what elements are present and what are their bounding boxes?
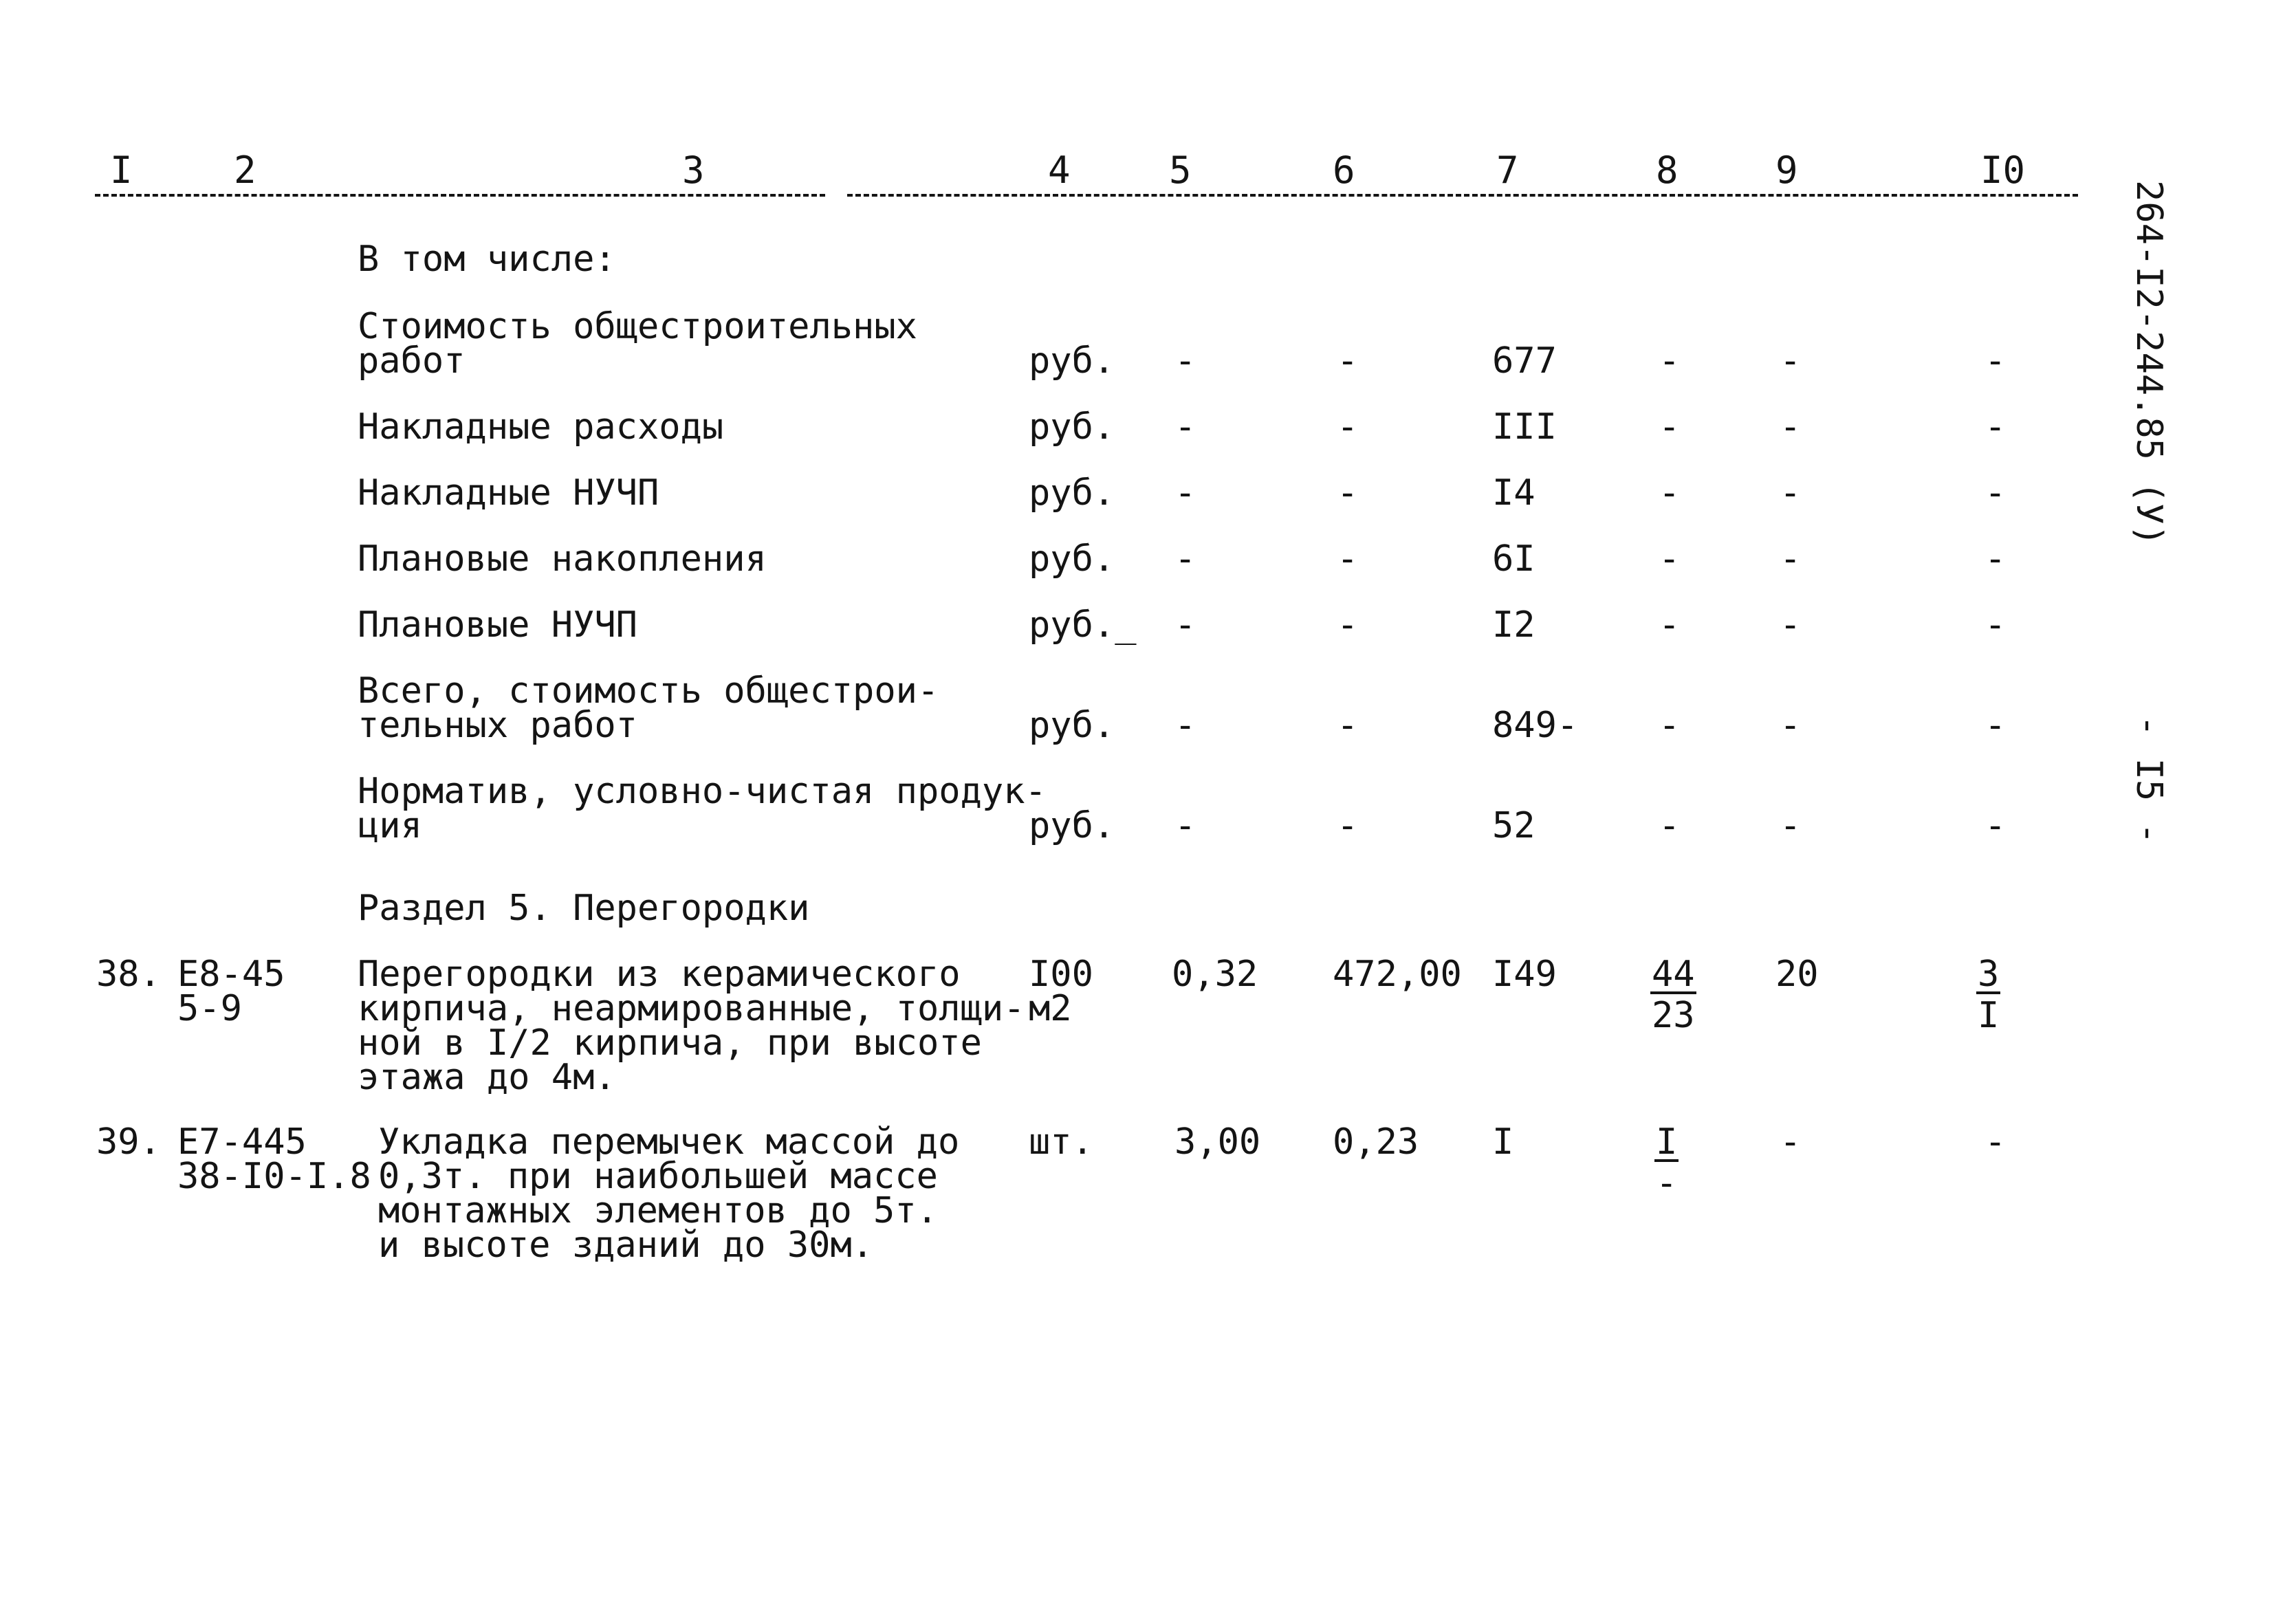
item-description-line: и высоте зданий до 30м. [378, 1225, 874, 1266]
summary-row-c6: - [1337, 340, 1359, 382]
item-number: 38. [96, 954, 161, 995]
section-intro: В том числе: [358, 239, 616, 280]
summary-row-c9: - [1780, 406, 1802, 448]
summary-row-c9: - [1780, 604, 1802, 646]
summary-row-c10: - [1985, 340, 2007, 382]
summary-row-c7: I2 [1492, 604, 1535, 646]
summary-row-c8: - [1659, 538, 1681, 580]
fraction-denominator: 23 [1652, 995, 1695, 1036]
summary-row-name: Плановые НУЧП [358, 604, 637, 646]
summary-row-c5: - [1174, 705, 1196, 746]
summary-row-c9: - [1780, 538, 1802, 580]
summary-row-unit: руб._ [1029, 604, 1137, 646]
summary-row-unit: руб. [1029, 472, 1115, 514]
summary-row-c10: - [1985, 538, 2007, 580]
summary-row-name: Накладные расходы [358, 406, 724, 448]
header-rule-right [847, 194, 2078, 197]
item-c8-fraction [1650, 954, 1696, 1036]
fraction-numerator: 3 [1978, 954, 2000, 995]
summary-row-name: Норматив, условно-чистая продук- [358, 771, 1047, 812]
summary-row-c7: I4 [1492, 472, 1535, 514]
summary-row-c6: - [1337, 538, 1359, 580]
summary-row-c8: - [1659, 705, 1681, 746]
summary-row-name-cont: тельных работ [358, 705, 637, 746]
item-c9: 20 [1775, 954, 1819, 995]
item-description-line: монтажных элементов до 5т. [378, 1190, 938, 1231]
summary-row-unit: руб. [1029, 538, 1115, 580]
item-unit-price: 0,23 [1333, 1121, 1419, 1163]
item-number: 39. [96, 1121, 161, 1163]
fraction-numerator: 44 [1652, 954, 1695, 995]
col-header-4: 4 [1048, 149, 1071, 192]
summary-row-c8: - [1659, 406, 1681, 448]
summary-row-name-cont: работ [358, 340, 466, 382]
col-header-10: I0 [1980, 149, 2026, 192]
summary-row-c8: - [1659, 604, 1681, 646]
fraction-denominator: - [1656, 1163, 1678, 1204]
summary-row-c5: - [1174, 406, 1196, 448]
summary-row-name-cont: ция [358, 805, 422, 846]
summary-row-c10: - [1985, 406, 2007, 448]
section-title: Раздел 5. Перегородки [358, 888, 810, 929]
summary-row-unit: руб. [1029, 340, 1115, 382]
summary-row-c5: - [1174, 340, 1196, 382]
col-header-7: 7 [1496, 149, 1519, 192]
summary-row-c6: - [1337, 805, 1359, 846]
summary-row-c8: - [1659, 472, 1681, 514]
summary-row-c6: - [1337, 705, 1359, 746]
summary-row-unit: руб. [1029, 705, 1115, 746]
summary-row-c6: - [1337, 406, 1359, 448]
summary-row-c10: - [1985, 705, 2007, 746]
summary-row-c7: 52 [1492, 805, 1535, 846]
item-description-line: 0,3т. при наибольшей массе [378, 1156, 938, 1197]
page-number: - I5 - [2128, 715, 2169, 844]
item-c10-fraction [1976, 954, 2000, 1036]
item-total: I49 [1492, 954, 1557, 995]
item-c8-fraction [1654, 1121, 1679, 1204]
summary-row-c10: - [1985, 805, 2007, 846]
summary-row-c6: - [1337, 604, 1359, 646]
item-code: Е7-445 [177, 1121, 307, 1163]
item-unit: I00 [1029, 954, 1093, 995]
summary-row-c5: - [1174, 604, 1196, 646]
col-header-2: 2 [234, 149, 256, 192]
summary-row-name: Плановые накопления [358, 538, 767, 580]
fraction-numerator: I [1656, 1121, 1678, 1163]
item-unit: шт. [1029, 1121, 1093, 1163]
summary-row-c5: - [1174, 805, 1196, 846]
item-description-line: этажа до 4м. [358, 1057, 616, 1098]
item-quantity: 0,32 [1172, 954, 1258, 995]
item-description-line: ной в I/2 кирпича, при высоте [358, 1022, 982, 1064]
summary-row-name: Всего, стоимость общестрои- [358, 670, 939, 712]
header-rule-left [95, 194, 825, 197]
item-code-cont: 5-9 [177, 988, 242, 1029]
col-header-8: 8 [1656, 149, 1679, 192]
summary-row-c6: - [1337, 472, 1359, 514]
col-header-1: I [110, 149, 133, 192]
summary-row-c9: - [1780, 472, 1802, 514]
summary-row-c5: - [1174, 538, 1196, 580]
summary-row-c9: - [1780, 805, 1802, 846]
summary-row-c9: - [1780, 340, 1802, 382]
item-unit-cont: м2 [1029, 988, 1072, 1029]
summary-row-name: Накладные НУЧП [358, 472, 659, 514]
summary-row-c8: - [1659, 340, 1681, 382]
col-header-9: 9 [1775, 149, 1798, 192]
item-c10: - [1985, 1121, 2007, 1163]
item-unit-price: 472,00 [1333, 954, 1462, 995]
summary-row-c7: 6I [1492, 538, 1535, 580]
summary-row-c9: - [1780, 705, 1802, 746]
summary-row-c5: - [1174, 472, 1196, 514]
item-description-line: Перегородки из керамического [358, 954, 961, 995]
col-header-6: 6 [1333, 149, 1355, 192]
summary-row-name: Стоимость общестроительных [358, 306, 917, 347]
item-c9: - [1780, 1121, 1802, 1163]
item-code: Е8-45 [177, 954, 285, 995]
summary-row-c7: 677 [1492, 340, 1557, 382]
summary-row-unit: руб. [1029, 406, 1115, 448]
document-code: 264-I2-244.85 (У) [2128, 180, 2169, 547]
summary-row-c10: - [1985, 472, 2007, 514]
item-total: I [1492, 1121, 1514, 1163]
col-header-3: 3 [682, 149, 705, 192]
item-description-line: кирпича, неармированные, толщи- [358, 988, 1025, 1029]
col-header-5: 5 [1169, 149, 1192, 192]
summary-row-c8: - [1659, 805, 1681, 846]
fraction-denominator: I [1978, 995, 2000, 1036]
summary-row-c7: 849- [1492, 705, 1579, 746]
item-quantity: 3,00 [1174, 1121, 1261, 1163]
summary-row-c7: III [1492, 406, 1557, 448]
summary-row-unit: руб. [1029, 805, 1115, 846]
summary-row-c10: - [1985, 604, 2007, 646]
item-code-cont: 38-I0-I.8 [177, 1156, 371, 1197]
item-description-line: Укладка перемычек массой до [378, 1121, 960, 1163]
